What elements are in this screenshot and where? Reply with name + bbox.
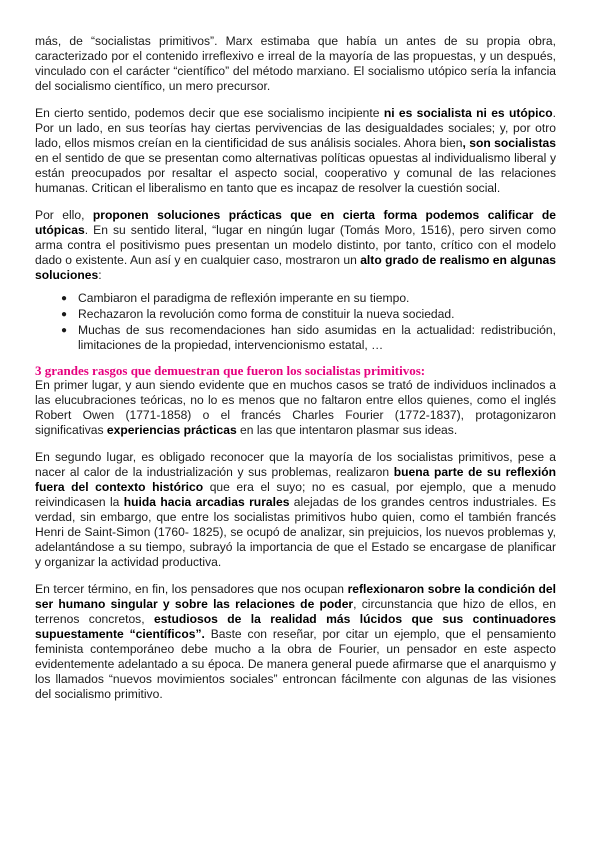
list-item — [35, 323, 556, 353]
section-heading: 3 grandes rasgos que demuestran que fueron los socialistas primitivos: — [35, 363, 426, 378]
paragraph-text: alejadas de los grandes centros industriales. Es verdad, sin embargo, que entre los socialistas primitivos hubo quien, como el también francés Henri de Saint-Simon (1760- 1825), se ocupó de analizar, sin prejuicios, los nuevos problemas y, adelantándose a su tiempo, subrayó la importancia de que el Estado se encargase de planificar y organizar la actividad productiva. — [35, 495, 556, 569]
paragraph-intro — [35, 34, 556, 94]
paragraph-soluciones — [35, 208, 556, 283]
paragraph-text: En cierto sentido, podemos decir que ese socialismo incipiente — [35, 106, 384, 120]
paragraph-text: . Por un lado, en sus teorías hay ciertas pervivencias de las desigualdades sociales; y, por otro lado, ellos mismos creían en la cientificidad de sus análisis sociales. Ahora bien — [35, 106, 556, 150]
bold-phrase: experiencias prácticas — [106, 423, 237, 437]
bold-phrase: ni es socialista ni es utópico — [383, 106, 553, 120]
list-item — [35, 291, 556, 306]
paragraph-ni-socialista — [35, 106, 556, 196]
paragraph-text: en el sentido de que se presentan como alternativas políticas opuestas al individualismo liberal y están preocupados por resaltar el aspecto social, cooperativo y comunal de las relaciones humanas. Critican el liberalismo en tanto que es incapaz de resolver la cuestión social. — [35, 151, 556, 195]
bold-phrase: , son socialistas — [462, 136, 556, 150]
paragraph-text: en las que intentaron plasmar sus ideas. — [236, 423, 458, 437]
document-page — [35, 34, 556, 702]
paragraph-text: Por ello, — [35, 208, 93, 222]
paragraph-text: más, de “socialistas primitivos”. Marx estimaba que había un antes de su propia obra, caracterizado por el contenido irreflexivo e irreal de la mayoría de las propuestas, y un después, vinculado con el carácter “científico” del método marxiano. El socialismo utópico sería la infancia del socialismo científico, un mero precursor. — [35, 34, 556, 93]
paragraph-segundo-lugar — [35, 450, 556, 570]
bold-phrase: buena parte de su reflexión fuera del contexto histórico — [35, 465, 556, 494]
paragraph-primer-lugar — [35, 378, 556, 438]
bullet-icon: ● — [61, 325, 68, 336]
paragraph-text: Baste con reseñar, por citar un ejemplo, que el pensamiento feminista contemporáneo debe mucho a la obra de Fourier, un pensador en este aspecto evidentemente adelantado a su época. De manera general puede afirmarse que el anarquismo y los llamados “nuevos movimientos sociales” entroncan fácilmente con algunas de las visiones del socialismo primitivo. — [35, 627, 556, 701]
paragraph-text: que era el suyo; no es casual, por ejemplo, que a menudo reivindicasen la — [35, 480, 557, 509]
bold-phrase: huida hacia arcadias rurales — [123, 495, 290, 509]
paragraph-text: En segundo lugar, es obligado reconocer que la mayoría de los socialistas primitivos, pese a nacer al calor de la industrialización y sus problemas, realizaron — [35, 450, 556, 479]
paragraph-text: , circunstancia que hizo de ellos, en terrenos concretos, — [35, 597, 556, 626]
paragraph-text: En tercer término, en fin, los pensadores que nos ocupan — [35, 582, 348, 596]
bullet-icon: ● — [61, 309, 68, 320]
bold-phrase: estudiosos de la realidad más lúcidos que sus continuadores supuestamente “científicos”. — [35, 612, 556, 641]
list-item-text: Rechazaron la revolución como forma de constituir la nueva sociedad. — [78, 307, 455, 321]
paragraph-text: : — [98, 268, 102, 282]
bullet-icon: ● — [61, 293, 68, 304]
list-item-text: Cambiaron el paradigma de reflexión imperante en su tiempo. — [78, 291, 410, 305]
paragraph-tercer-termino — [35, 582, 556, 702]
list-item-text: Muchas de sus recomendaciones han sido asumidas en la actualidad: redistribución, limitaciones de la propiedad, intervencionismo estatal, … — [78, 323, 556, 352]
list-item — [35, 307, 556, 322]
paragraph-text: En primer lugar, y aun siendo evidente que en muchos casos se trató de individuos inclinados a las elucubraciones teóricas, no lo es menos que no faltaron entre ellos quienes, como el inglés Robert Owen (1771-1858) o el francés Charles Fourier (1772-1837), protagonizaron significativas — [35, 378, 556, 437]
paragraph-text: . En su sentido literal, “lugar en ningún lugar (Tomás Moro, 1516), pero sirven como arma contra el positivismo pues presentan un modelo distinto, por tanto, crítico con el modelo dado o existente. Aun así y en cualquier caso, mostraron un — [35, 223, 556, 267]
bold-phrase: proponen soluciones prácticas que en cierta forma podemos calificar de utópicas — [35, 208, 556, 237]
bold-phrase: reflexionaron sobre la condición del ser humano singular y sobre las relaciones de poder — [35, 582, 557, 611]
bold-phrase: alto grado de realismo en algunas soluciones — [35, 253, 556, 282]
bullet-list — [35, 291, 556, 353]
